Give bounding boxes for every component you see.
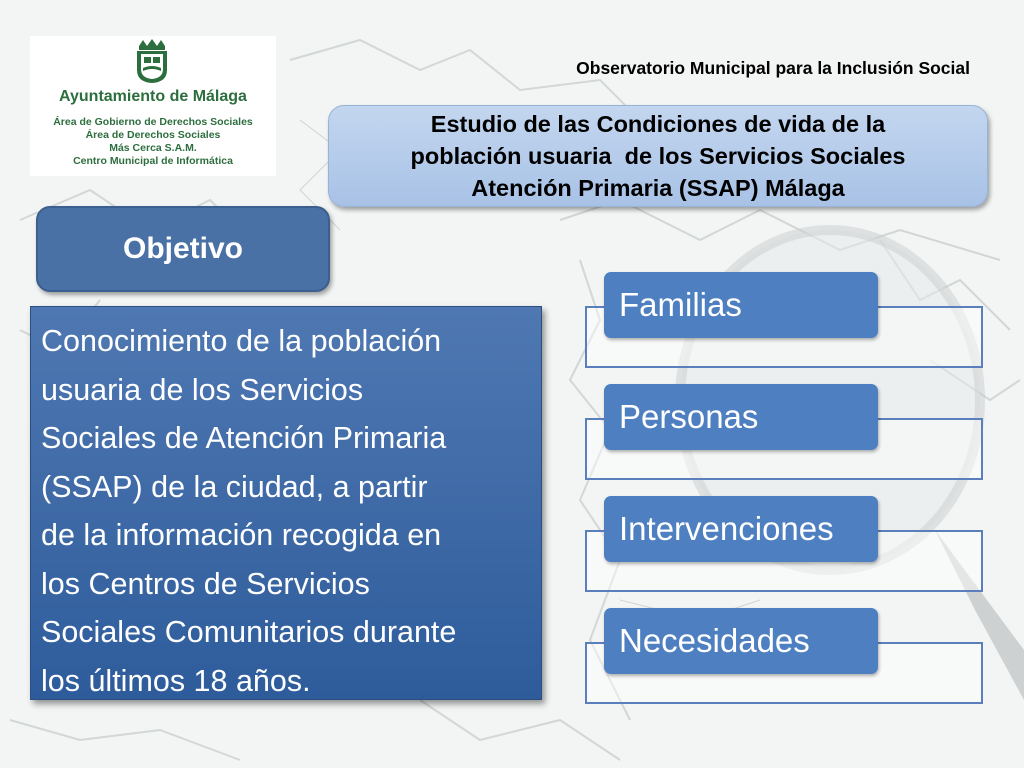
description-line: usuaria de los Servicios xyxy=(41,372,364,407)
description-line: Sociales de Atención Primaria xyxy=(41,421,447,455)
logo-line: Más Cerca S.A.M. xyxy=(109,142,197,154)
description-line: los últimos 18 años. xyxy=(41,663,311,698)
logo-line: Área de Gobierno de Derechos Sociales xyxy=(53,116,253,128)
item-label: Personas xyxy=(619,398,759,435)
objective-description xyxy=(41,317,537,705)
study-title-box xyxy=(328,105,988,207)
description-line: Conocimiento de la población xyxy=(41,324,442,358)
item-label: Intervenciones xyxy=(619,510,834,547)
logo-title: Ayuntamiento de Málaga xyxy=(59,88,247,105)
objective-description-box xyxy=(30,306,542,700)
item-label: Necesidades xyxy=(619,622,810,659)
item-tab-intervenciones xyxy=(604,496,878,562)
logo-line: Centro Municipal de Informática xyxy=(73,155,233,167)
observatorio-heading: Observatorio Municipal para la Inclusión Social xyxy=(576,58,970,78)
logo-line: Área de Derechos Sociales xyxy=(85,129,221,141)
description-line: de la información recogida en xyxy=(41,518,442,552)
item-tab-necesidades xyxy=(604,608,878,674)
item-tab-familias xyxy=(604,272,878,338)
description-line: Sociales Comunitarios durante xyxy=(41,615,457,649)
objetivo-box xyxy=(36,206,330,292)
description-line: los Centros de Servicios xyxy=(41,566,370,601)
study-title xyxy=(401,108,916,204)
description-line: (SSAP) de la ciudad, a partir xyxy=(41,469,428,504)
crest-icon xyxy=(131,38,173,84)
study-title-line: población usuaria de los Servicios Sociales xyxy=(410,143,906,169)
item-tab-personas xyxy=(604,384,878,450)
objetivo-label: Objetivo xyxy=(122,232,243,265)
item-label: Familias xyxy=(619,286,742,323)
study-title-line: Atención Primaria (SSAP) Málaga xyxy=(471,175,845,201)
study-title-line: Estudio de las Condiciones de vida de la xyxy=(430,111,886,137)
ayuntamiento-logo xyxy=(30,36,276,176)
